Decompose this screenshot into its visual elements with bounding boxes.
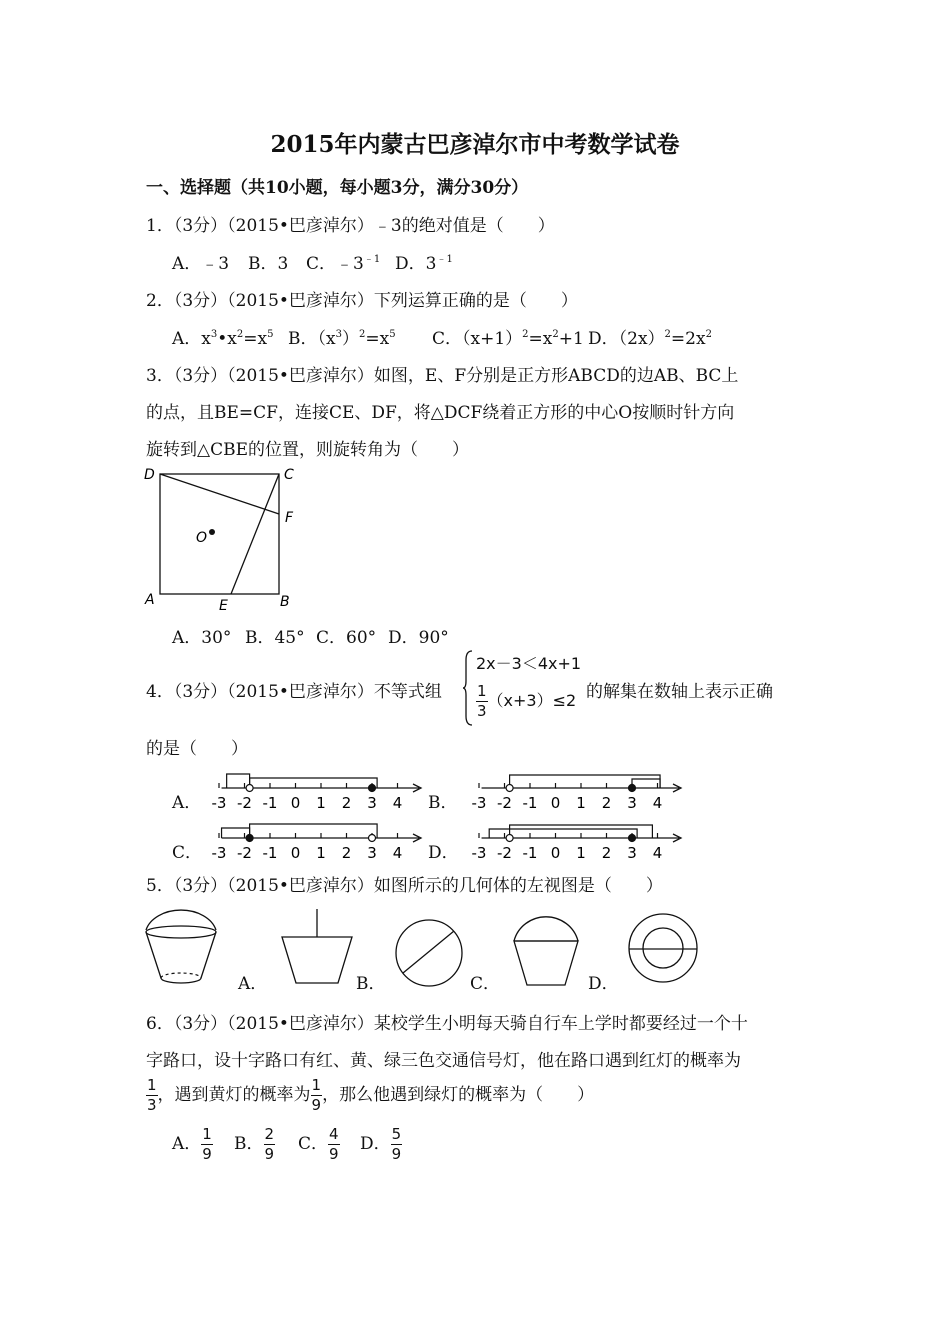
solution-bracket	[632, 779, 660, 788]
square-abcd	[160, 474, 279, 594]
tick-label: -1	[262, 794, 278, 811]
system-brace	[462, 648, 474, 728]
q3-option-c: C．60°	[316, 628, 377, 648]
q6-option-d-fraction: $\frac{5}{9}$	[391, 1125, 402, 1163]
tick-label: -1	[522, 844, 538, 861]
tick-label: 4	[652, 844, 663, 861]
tick-label: -3	[211, 844, 227, 861]
q3-option-a: A．30°	[172, 628, 232, 648]
closed-endpoint	[629, 835, 636, 842]
center-point-o	[209, 529, 215, 535]
fraction-red-prob: $\frac{1}{3}$	[147, 1076, 157, 1114]
q4-option-b-label: B．	[428, 793, 458, 813]
q3-square-figure	[138, 460, 318, 615]
q4-stem-pre: 4．（3分）（2015•巴彦淖尔）不等式组	[146, 682, 442, 702]
q1-option-c: C．$﹣3^{﹣1}$	[306, 254, 381, 274]
tick-label: 4	[392, 844, 403, 861]
closed-endpoint	[369, 785, 376, 792]
page-title: 2015年内蒙古巴彦淖尔市中考数学试卷	[270, 131, 680, 158]
q2-option-c: C．$(x+1)^2=x^2+1$	[432, 329, 584, 349]
q3-option-d: D．90°	[388, 628, 449, 648]
tick-label: 1	[316, 844, 326, 861]
tick-label: -3	[471, 844, 487, 861]
tick-label: 3	[627, 794, 637, 811]
q6-option-d: D． $\frac{5}{9}$	[360, 1125, 402, 1163]
tick-label: 0	[550, 794, 561, 811]
tick-label: 0	[550, 844, 561, 861]
q5-option-b-label: B．	[356, 974, 386, 994]
label-c: C	[284, 467, 294, 483]
tick-label: 0	[290, 844, 301, 861]
system-inequality-1: 2x－3＜4x+1	[476, 654, 582, 673]
fraction-yellow-prob: $\frac{1}{9}$	[311, 1076, 322, 1114]
number-line-d	[465, 813, 685, 866]
tick-label: -2	[237, 844, 252, 861]
solution-bracket	[250, 824, 378, 838]
q3-option-b: B．45°	[245, 628, 305, 648]
solution-bracket	[222, 828, 250, 838]
segment-df	[160, 474, 279, 514]
q3-stem-line2: 的点，且BE=CF，连接CE、DF，将△DCF绕着正方形的中心O按顺时针方向	[146, 403, 735, 423]
tick-label: 2	[601, 844, 612, 861]
label-d: D	[144, 467, 155, 483]
q5-option-d-figure	[626, 911, 702, 987]
label-e: E	[219, 598, 228, 614]
open-endpoint	[246, 785, 253, 792]
q6-option-c-fraction: $\frac{4}{9}$	[329, 1125, 339, 1163]
label-o: O	[196, 530, 208, 546]
tick-label: 3	[627, 844, 637, 861]
open-endpoint	[506, 785, 513, 792]
tick-label: 1	[316, 794, 326, 811]
section-heading: 一、选择题（共10小题，每小题3分，满分30分）	[146, 178, 529, 198]
q6-stem-line1: 6．（3分）（2015•巴彦淖尔）某校学生小明每天骑自行车上学时都要经过一个十	[146, 1014, 748, 1034]
q5-option-c-figure	[506, 905, 586, 991]
q2-option-d: D．$(2x)^2=2x^2$	[588, 329, 712, 349]
q6-option-c: C． $\frac{4}{9}$	[298, 1125, 339, 1163]
tick-label: -1	[262, 844, 278, 861]
tick-label: 2	[601, 794, 612, 811]
closed-endpoint	[629, 785, 636, 792]
tick-label: 1	[576, 844, 586, 861]
label-a: A	[145, 592, 155, 608]
fraction-one-third: $\frac{1}{3}$	[477, 682, 487, 720]
q4-option-a-label: A．	[172, 793, 202, 813]
tick-label: 0	[290, 794, 301, 811]
q6-option-b-fraction: $\frac{2}{9}$	[264, 1125, 275, 1163]
tick-label: 1	[576, 794, 586, 811]
q6-stem-line2: 字路口，设十字路口有红、黄、绿三色交通信号灯，他在路口遇到红灯的概率为	[146, 1051, 741, 1071]
label-f: F	[285, 510, 294, 526]
q5-solid-figure	[138, 902, 228, 994]
tick-label: -1	[522, 794, 538, 811]
tick-label: -3	[211, 794, 227, 811]
open-endpoint	[506, 835, 513, 842]
tick-label: -2	[237, 794, 252, 811]
segment-ce	[231, 474, 279, 594]
q4-option-c-label: C．	[172, 843, 203, 863]
q1-option-b: B．3	[248, 254, 289, 274]
q6-option-b: B． $\frac{2}{9}$	[234, 1125, 275, 1163]
q2-stem: 2．（3分）（2015•巴彦淖尔）下列运算正确的是（ ）	[146, 291, 578, 311]
tick-label: -2	[497, 844, 512, 861]
q2-option-a: A．$x^3•x^2=x^5$	[172, 329, 274, 349]
q3-stem-line1: 3．（3分）（2015•巴彦淖尔）如图，E、F分别是正方形ABCD的边AB、BC上	[146, 366, 739, 386]
number-line-b	[465, 763, 685, 816]
system-inequality-2: $\frac{1}{3}$ （x+3）≤2	[477, 682, 577, 720]
open-endpoint	[369, 835, 376, 842]
tick-label: 2	[341, 794, 352, 811]
tick-label: 4	[392, 794, 403, 811]
tick-label: -2	[497, 794, 512, 811]
q5-option-b-figure	[394, 918, 466, 990]
q6-option-a: A． $\frac{1}{9}$	[172, 1125, 212, 1163]
label-b: B	[280, 594, 290, 610]
tick-label: 3	[367, 844, 377, 861]
solution-bracket	[510, 775, 660, 788]
tick-label: -3	[471, 794, 487, 811]
closed-endpoint	[246, 835, 253, 842]
q5-option-a-figure	[276, 907, 358, 989]
q1-option-a: A．﹣3	[172, 254, 230, 274]
q5-option-a-label: A．	[238, 974, 268, 994]
q5-stem: 5．（3分）（2015•巴彦淖尔）如图所示的几何体的左视图是（ ）	[146, 876, 663, 896]
q6-stem-line3: $\frac{1}{3}$ ，遇到黄灯的概率为 $\frac{1}{9}$ ，那么他遇到绿灯的概率为（ ）	[147, 1076, 595, 1114]
tick-label: 3	[367, 794, 377, 811]
number-line-a	[205, 763, 425, 816]
tick-label: 4	[652, 794, 663, 811]
q5-option-d-label: D．	[588, 974, 619, 994]
q3-stem-line3: 旋转到△CBE的位置，则旋转角为（ ）	[146, 440, 469, 460]
q1-option-d: D．$3^{﹣1}$	[395, 254, 453, 274]
q5-option-c-label: C．	[470, 974, 501, 994]
tick-label: 2	[341, 844, 352, 861]
q1-stem: 1．（3分）（2015•巴彦淖尔）﹣3的绝对值是（ ）	[146, 216, 555, 236]
q4-stem-post: 的解集在数轴上表示正确	[586, 682, 773, 702]
q4-stem-line2: 的是（ ）	[146, 739, 248, 759]
q4-option-d-label: D．	[428, 843, 459, 863]
solution-bracket	[250, 778, 378, 788]
q6-option-a-fraction: $\frac{1}{9}$	[202, 1125, 212, 1163]
number-line-c	[205, 813, 425, 866]
q2-option-b: B．$(x^3)^2=x^5$	[288, 329, 396, 349]
